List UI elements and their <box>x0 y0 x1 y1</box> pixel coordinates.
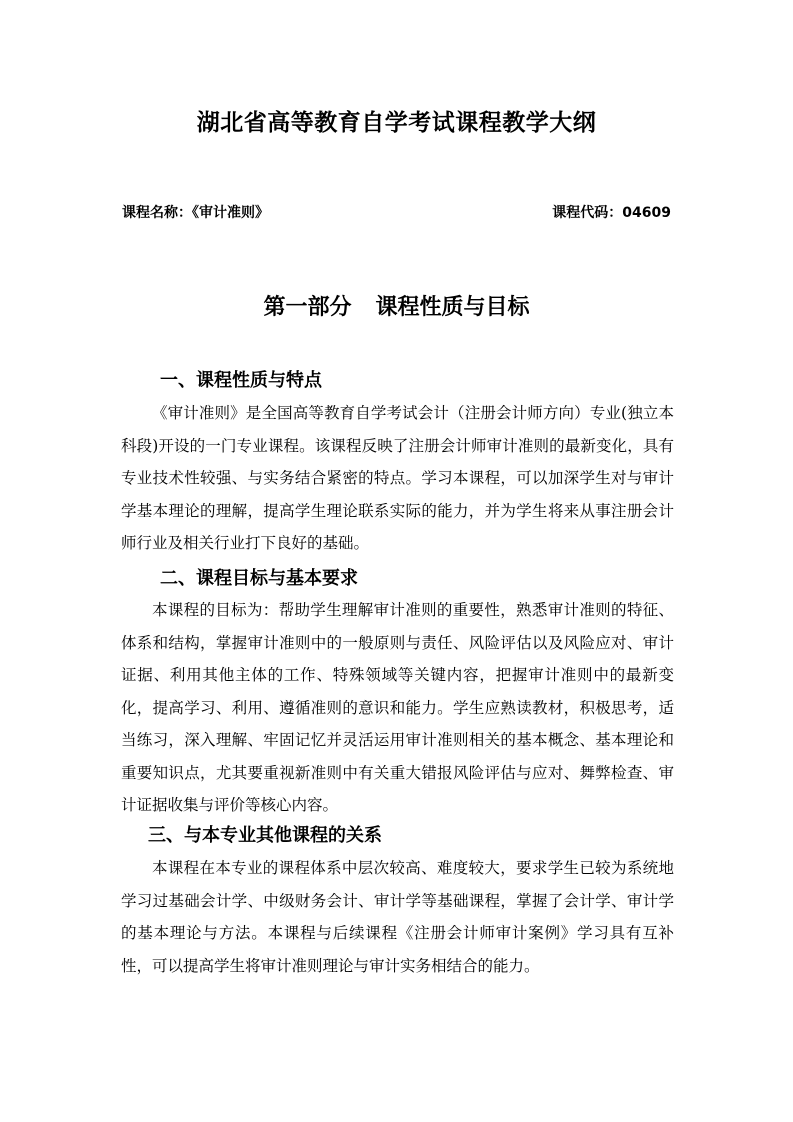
part-name: 课程性质与目标 <box>375 295 530 320</box>
section-body-relations: 本课程在本专业的课程体系中层次较高、难度较大，要求学生已较为系统地学习过基础会计学、中级财务会计、审计学等基础课程，掌握了会计学、审计学的基本理论与方法。本课程与后续课程《注册会计师审计案例》学习具有互补性，可以提高学生将审计准则理论与审计实务相结合的能力。 <box>121 859 674 975</box>
course-name: 课程名称：《审计准则》 <box>122 205 269 221</box>
course-code: 课程代码：04609 <box>552 205 671 221</box>
section-body-goals: 本课程的目标为：帮助学生理解审计准则的重要性，熟悉审计准则的特征、体系和结构，掌握审计准则中的一般原则与责任、风险评估以及风险应对、审计证据、利用其他主体的工作、特殊领域等关键内容，把握审计准则中的最新变化，提高学习、利用、遵循准则的意识和能力。学生应熟读教材，积极思考，适当练习，深入理解、牢固记忆并灵活运用审计准则相关的基本概念、基本理论和重要知识点，尤其要重视新准则中有关重大错报风险评估与应对、舞弊检查、审计证据收集与评价等核心内容。 <box>121 601 674 814</box>
document-title: 湖北省高等教育自学考试课程教学大纲 <box>196 110 597 136</box>
course-meta <box>122 202 671 222</box>
part-number: 第一部分 <box>263 295 352 320</box>
part-title <box>0 290 793 321</box>
section-body-nature: 《审计准则》是全国高等教育自学考试会计（注册会计师方向）专业(独立本科段)开设的一门专业课程。该课程反映了注册会计师审计准则的最新变化，具有专业技术性较强、与实务结合紧密的特点。学习本课程，可以加深学生对与审计学基本理论的理解，提高学生理论联系实际的能力，并为学生将来从事注册会计师行业及相关行业打下良好的基础。 <box>121 404 674 552</box>
section-heading-nature: 一、课程性质与特点 <box>160 370 322 391</box>
section-heading-goals: 二、课程目标与基本要求 <box>160 568 358 589</box>
section-heading-relations: 三、与本专业其他课程的关系 <box>148 825 382 846</box>
